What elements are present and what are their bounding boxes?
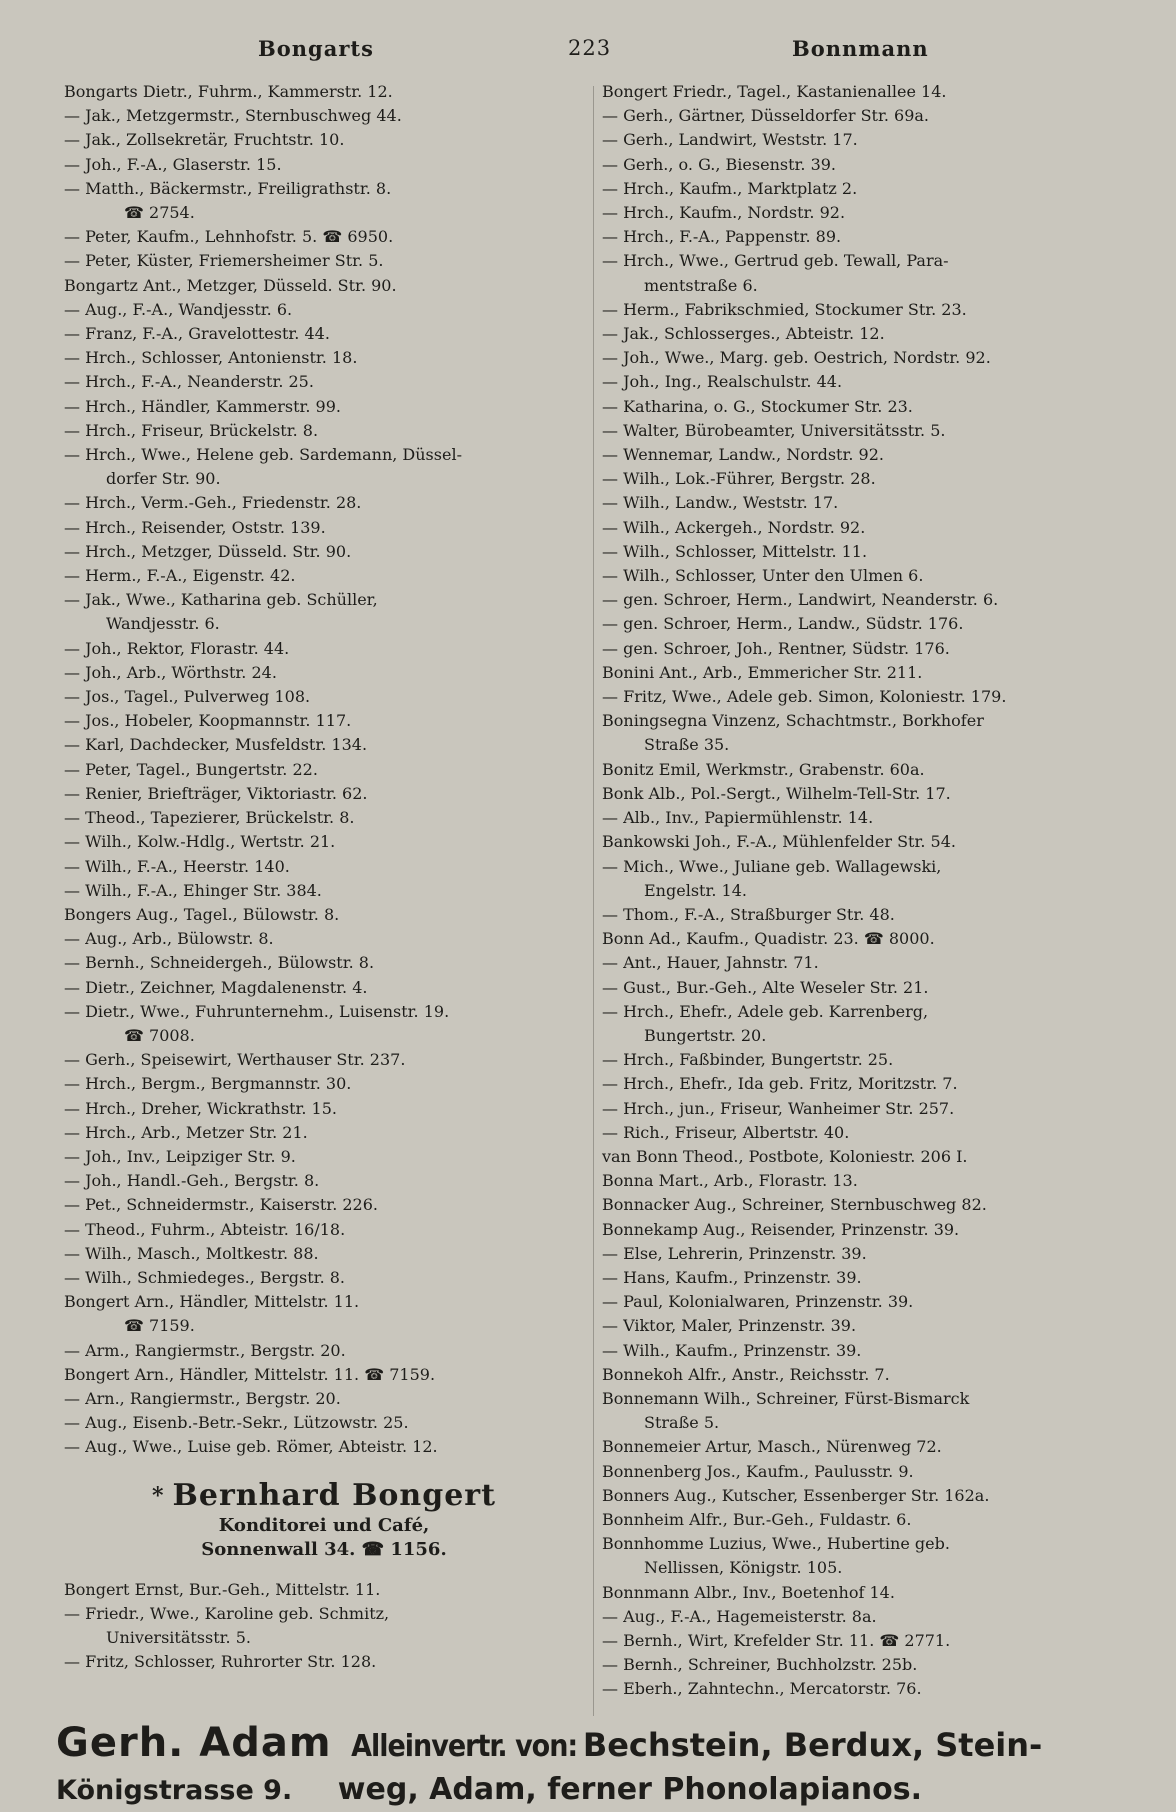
directory-entry — [602, 322, 1147, 346]
entry-line: — Alb., Inv., Papiermühlenstr. 14. — [602, 808, 874, 828]
entry-line: — Joh., F.-A., Glaserstr. 15. — [64, 154, 282, 174]
directory-entry — [602, 976, 1147, 1000]
directory-entry — [602, 346, 1147, 370]
entry-line: — Pet., Schneidermstr., Kaiserstr. 226. — [64, 1195, 378, 1215]
entry-line: Bongert Arn., Händler, Mittelstr. 11. ☎ 7159. — [64, 1364, 436, 1384]
entry-line: — Hrch., Bergm., Bergmannstr. 30. — [64, 1074, 352, 1094]
directory-entry — [64, 322, 584, 346]
directory-entry — [64, 225, 584, 249]
directory-entry — [602, 1266, 1147, 1290]
directory-entry — [602, 588, 1147, 612]
entry-line: — Wilh., Lok.-Führer, Bergstr. 28. — [602, 469, 876, 489]
entry-line: — Gerh., o. G., Biesenstr. 39. — [602, 154, 837, 174]
entry-continuation: Nellissen, Königstr. 105. — [644, 1558, 843, 1578]
entry-line: — Bernh., Schneidergeh., Bülowstr. 8. — [64, 953, 375, 973]
directory-entry — [602, 1145, 1147, 1169]
entry-line: Bonnemann Wilh., Schreiner, Fürst-Bismarck — [602, 1388, 970, 1408]
directory-entry — [602, 612, 1147, 636]
entry-line: Bonnenberg Jos., Kaufm., Paulusstr. 9. — [602, 1461, 914, 1481]
directory-entry — [602, 951, 1147, 975]
directory-entry — [602, 153, 1147, 177]
directory-entry — [64, 80, 584, 104]
entry-line: — Thom., F.-A., Straßburger Str. 48. — [602, 904, 895, 924]
entry-line: — Jak., Metzgermstr., Sternbuschweg 44. — [64, 106, 402, 126]
directory-entry — [64, 491, 584, 515]
entry-line: Bongers Aug., Tagel., Bülowstr. 8. — [64, 904, 340, 924]
footer-address: Königstrasse 9. — [56, 1775, 293, 1806]
directory-entry — [602, 1072, 1147, 1096]
entry-line: — Hrch., Friseur, Brückelstr. 8. — [64, 420, 319, 440]
entry-line: — Hrch., jun., Friseur, Wanheimer Str. 257. — [602, 1098, 955, 1118]
entry-continuation: ☎ 7008. — [124, 1025, 195, 1045]
left-column — [64, 80, 584, 1674]
entry-continuation: Straße 35. — [644, 735, 730, 755]
entry-line: Bonnekoh Alfr., Anstr., Reichsstr. 7. — [602, 1364, 890, 1384]
directory-entry — [602, 104, 1147, 128]
entry-line: — Hrch., Arb., Metzer Str. 21. — [64, 1122, 308, 1142]
entry-line: — Peter, Tagel., Bungertstr. 22. — [64, 759, 318, 779]
entry-line: — Dietr., Zeichner, Magdalenenstr. 4. — [64, 977, 368, 997]
footer-alleinvertr: Alleinvertr. von: — [351, 1729, 578, 1764]
directory-entry — [64, 830, 584, 854]
directory-entry — [64, 1578, 584, 1602]
directory-entry — [602, 1097, 1147, 1121]
directory-entry — [602, 1532, 1147, 1580]
entry-line: — Hrch., F.-A., Pappenstr. 89. — [602, 227, 842, 247]
right-column — [602, 80, 1147, 1702]
entry-line: — Hrch., Ehefr., Adele geb. Karrenberg, — [602, 1001, 929, 1021]
directory-entry — [64, 153, 584, 177]
directory-entry — [64, 1000, 584, 1048]
ad-star: * — [152, 1482, 165, 1509]
directory-entry — [64, 177, 584, 225]
directory-entry — [64, 927, 584, 951]
entry-line: — Hrch., Kaufm., Marktplatz 2. — [602, 178, 858, 198]
ad-line1: Konditorei und Café, — [218, 1514, 430, 1536]
directory-entry — [602, 1581, 1147, 1605]
directory-entry — [64, 443, 584, 491]
entry-line: — Matth., Bäckermstr., Freiligrathstr. 8. — [64, 178, 392, 198]
entry-line: Bonnheim Alfr., Bur.-Geh., Fuldastr. 6. — [602, 1509, 912, 1529]
entry-line: — Wilh., Masch., Moltkestr. 88. — [64, 1243, 319, 1263]
directory-entry — [64, 298, 584, 322]
directory-entry — [64, 1339, 584, 1363]
entry-line: — Renier, Briefträger, Viktoriastr. 62. — [64, 783, 368, 803]
directory-entry — [64, 1650, 584, 1674]
entry-line: Bonnhomme Luzius, Wwe., Hubertine geb. — [602, 1534, 950, 1554]
entry-line: — Wennemar, Landw., Nordstr. 92. — [602, 445, 884, 465]
directory-entry — [602, 1629, 1147, 1653]
entry-line: — Viktor, Maler, Prinzenstr. 39. — [602, 1316, 857, 1336]
directory-entry — [602, 927, 1147, 951]
entry-line: — Hrch., Händler, Kammerstr. 99. — [64, 396, 341, 416]
directory-entry — [602, 419, 1147, 443]
column-divider — [593, 86, 594, 1716]
directory-entry — [64, 903, 584, 927]
entry-line: — Fritz, Schlosser, Ruhrorter Str. 128. — [64, 1652, 377, 1672]
directory-entry — [602, 758, 1147, 782]
directory-entry — [602, 298, 1147, 322]
directory-entry — [64, 1363, 584, 1387]
directory-entry — [64, 782, 584, 806]
left-entries — [64, 80, 584, 1460]
entry-line: — Wilh., Ackergeh., Nordstr. 92. — [602, 517, 866, 537]
directory-entry — [602, 1605, 1147, 1629]
entry-line: van Bonn Theod., Postbote, Koloniestr. 206 I. — [602, 1146, 968, 1166]
ad-name: Bernhard Bongert — [172, 1477, 496, 1513]
entry-continuation: Straße 5. — [644, 1413, 720, 1433]
left-entries-after — [64, 1578, 584, 1675]
entry-line: — Joh., Handl.-Geh., Bergstr. 8. — [64, 1171, 320, 1191]
directory-entry — [64, 879, 584, 903]
directory-entry — [64, 395, 584, 419]
entry-line: — Fritz, Wwe., Adele geb. Simon, Koloniestr. 179. — [602, 687, 1007, 707]
directory-entry — [64, 1193, 584, 1217]
directory-entry — [64, 1072, 584, 1096]
directory-entry — [602, 1387, 1147, 1435]
entry-line: — Wilh., Kolw.-Hdlg., Wertstr. 21. — [64, 832, 336, 852]
entry-line: — Karl, Dachdecker, Musfeldstr. 134. — [64, 735, 368, 755]
entry-line: — Arm., Rangiermstr., Bergstr. 20. — [64, 1340, 346, 1360]
entry-line: — Hrch., Metzger, Düsseld. Str. 90. — [64, 541, 352, 561]
entry-line: — Wilh., Landw., Weststr. 17. — [602, 493, 839, 513]
page-header — [0, 36, 1176, 66]
entry-line: — Hrch., Kaufm., Nordstr. 92. — [602, 203, 846, 223]
entry-line: — Jos., Tagel., Pulverweg 108. — [64, 687, 311, 707]
entry-line: — Joh., Arb., Wörthstr. 24. — [64, 662, 277, 682]
entry-line: — Walter, Bürobeamter, Universitätsstr. 5. — [602, 420, 946, 440]
entry-line: — Aug., Arb., Bülowstr. 8. — [64, 929, 274, 949]
directory-entry — [64, 1097, 584, 1121]
directory-entry — [64, 758, 584, 782]
entry-line: — gen. Schroer, Herm., Landw., Südstr. 176. — [602, 614, 964, 634]
right-entries — [602, 80, 1147, 1702]
directory-entry — [64, 709, 584, 733]
entry-line: — Theod., Fuhrm., Abteistr. 16/18. — [64, 1219, 346, 1239]
entry-line: — Aug., Eisenb.-Betr.-Sekr., Lützowstr. 25. — [64, 1413, 409, 1433]
entry-line: — Bernh., Schreiner, Buchholzstr. 25b. — [602, 1655, 918, 1675]
entry-line: — Aug., F.-A., Wandjesstr. 6. — [64, 299, 293, 319]
directory-entry — [602, 1218, 1147, 1242]
directory-entry — [602, 516, 1147, 540]
entry-line: — Gerh., Speisewirt, Werthauser Str. 237. — [64, 1050, 406, 1070]
entry-line: — Hrch., Dreher, Wickrathstr. 15. — [64, 1098, 337, 1118]
directory-entry — [64, 1121, 584, 1145]
directory-entry — [64, 588, 584, 636]
entry-line: — Jak., Wwe., Katharina geb. Schüller, — [64, 590, 378, 610]
directory-entry — [64, 249, 584, 273]
entry-line: — Peter, Küster, Friemersheimer Str. 5. — [64, 251, 384, 271]
directory-entry — [602, 1121, 1147, 1145]
directory-entry — [602, 637, 1147, 661]
directory-entry — [64, 685, 584, 709]
entry-line: — Mich., Wwe., Juliane geb. Wallagewski, — [602, 856, 942, 876]
entry-line: — Peter, Kaufm., Lehnhofstr. 5. ☎ 6950. — [64, 227, 394, 247]
directory-entry — [602, 249, 1147, 297]
entry-line: — Hans, Kaufm., Prinzenstr. 39. — [602, 1267, 862, 1287]
directory-entry — [602, 782, 1147, 806]
directory-entry — [602, 1242, 1147, 1266]
entry-line: — gen. Schroer, Herm., Landwirt, Neanderstr. 6. — [602, 590, 999, 610]
directory-entry — [602, 177, 1147, 201]
directory-entry — [602, 443, 1147, 467]
entry-line: — Eberh., Zahntechn., Mercatorstr. 76. — [602, 1679, 922, 1699]
directory-entry — [602, 1460, 1147, 1484]
entry-line: Bongartz Ant., Metzger, Düsseld. Str. 90. — [64, 275, 397, 295]
directory-entry — [602, 201, 1147, 225]
directory-entry — [64, 1411, 584, 1435]
entry-line: Bongert Friedr., Tagel., Kastanienallee 14. — [602, 82, 947, 101]
directory-entry — [602, 1048, 1147, 1072]
entry-line: Bonk Alb., Pol.-Sergt., Wilhelm-Tell-Str. 17. — [602, 783, 951, 803]
entry-line: — Joh., Wwe., Marg. geb. Oestrich, Nordstr. 92. — [602, 348, 991, 368]
entry-line: — gen. Schroer, Joh., Rentner, Südstr. 176. — [602, 638, 950, 658]
entry-continuation: Wandjesstr. 6. — [106, 614, 220, 634]
entry-line: — Herm., F.-A., Eigenstr. 42. — [64, 566, 296, 586]
directory-entry — [64, 1387, 584, 1411]
entry-line: — Friedr., Wwe., Karoline geb. Schmitz, — [64, 1603, 390, 1623]
entry-line: Boningsegna Vinzenz, Schachtmstr., Borkhofer — [602, 711, 984, 731]
entry-line: — Gerh., Landwirt, Weststr. 17. — [602, 130, 858, 150]
directory-entry — [602, 806, 1147, 830]
directory-entry — [602, 830, 1147, 854]
entry-line: — Hrch., Wwe., Helene geb. Sardemann, Düssel- — [64, 445, 462, 465]
entry-line: — Bernh., Wirt, Krefelder Str. 11. ☎ 2771. — [602, 1631, 951, 1650]
directory-entry — [602, 1339, 1147, 1363]
entry-line: Bonitz Emil, Werkmstr., Grabenstr. 60a. — [602, 759, 925, 779]
entry-line: — Wilh., Schmiedeges., Bergstr. 8. — [64, 1267, 346, 1287]
footer-brands-cont: weg, Adam, ferner Phonolapianos. — [337, 1772, 923, 1807]
directory-entry — [602, 1363, 1147, 1387]
directory-entry — [64, 1266, 584, 1290]
entry-line: — Rich., Friseur, Albertstr. 40. — [602, 1122, 850, 1142]
directory-entry — [602, 1677, 1147, 1701]
directory-entry — [64, 976, 584, 1000]
directory-entry — [64, 128, 584, 152]
directory-entry — [602, 1193, 1147, 1217]
footer-advertisement — [56, 1720, 1136, 1808]
footer-brands: Bechstein, Berdux, Stein- — [582, 1726, 1043, 1764]
entry-continuation: mentstraße 6. — [644, 275, 758, 295]
entry-line: — Arn., Rangiermstr., Bergstr. 20. — [64, 1388, 341, 1408]
directory-entry — [64, 855, 584, 879]
directory-entry — [64, 1290, 584, 1338]
entry-line: Bonini Ant., Arb., Emmericher Str. 211. — [602, 662, 923, 682]
entry-line: — Herm., Fabrikschmied, Stockumer Str. 23. — [602, 299, 967, 319]
footer-company: Gerh. Adam — [56, 1720, 332, 1766]
directory-entry — [64, 419, 584, 443]
directory-entry — [602, 1653, 1147, 1677]
directory-entry — [64, 540, 584, 564]
header-left-keyword: Bongarts — [258, 36, 374, 61]
entry-line: Bonnacker Aug., Schreiner, Sternbuschweg 82. — [602, 1195, 987, 1215]
directory-entry — [64, 104, 584, 128]
entry-line: — Theod., Tapezierer, Brückelstr. 8. — [64, 808, 355, 828]
directory-entry — [602, 491, 1147, 515]
entry-line: — Aug., Wwe., Luise geb. Römer, Abteistr. 12. — [64, 1437, 438, 1457]
entry-line: — Joh., Inv., Leipziger Str. 9. — [64, 1146, 296, 1166]
directory-entry — [602, 80, 1147, 104]
directory-entry — [602, 1169, 1147, 1193]
directory-entry — [64, 1218, 584, 1242]
directory-entry — [64, 661, 584, 685]
directory-entry — [602, 370, 1147, 394]
entry-line: — Hrch., Faßbinder, Bungertstr. 25. — [602, 1050, 894, 1070]
entry-line: — Hrch., Schlosser, Antonienstr. 18. — [64, 348, 358, 368]
entry-line: — Katharina, o. G., Stockumer Str. 23. — [602, 396, 913, 416]
entry-line: — Jos., Hobeler, Koopmannstr. 117. — [64, 711, 352, 731]
ad-line2: Sonnenwall 34. ☎ 1156. — [201, 1538, 447, 1560]
directory-entry — [602, 225, 1147, 249]
entry-line: — Wilh., Schlosser, Unter den Ulmen 6. — [602, 566, 924, 586]
directory-entry — [64, 274, 584, 298]
entry-continuation: Engelstr. 14. — [644, 880, 747, 900]
entry-line: — Gust., Bur.-Geh., Alte Weseler Str. 21. — [602, 977, 929, 997]
entry-continuation: ☎ 7159. — [124, 1316, 195, 1336]
entry-line: — Hrch., F.-A., Neanderstr. 25. — [64, 372, 314, 392]
directory-entry — [602, 1484, 1147, 1508]
entry-line: Bonnemeier Artur, Masch., Nürenweg 72. — [602, 1437, 942, 1457]
directory-entry — [602, 1508, 1147, 1532]
directory-entry — [602, 709, 1147, 757]
entry-line: — Jak., Schlosserges., Abteistr. 12. — [602, 324, 885, 344]
directory-entry — [64, 1169, 584, 1193]
entry-line: — Hrch., Ehefr., Ida geb. Fritz, Moritzstr. 7. — [602, 1074, 958, 1094]
entry-line: — Hrch., Verm.-Geh., Friedenstr. 28. — [64, 493, 362, 513]
entry-line: — Wilh., Schlosser, Mittelstr. 11. — [602, 541, 868, 561]
directory-entry — [64, 1435, 584, 1459]
entry-line: Bongarts Dietr., Fuhrm., Kammerstr. 12. — [64, 82, 393, 101]
directory-entry — [602, 564, 1147, 588]
entry-line: — Wilh., Kaufm., Prinzenstr. 39. — [602, 1340, 862, 1360]
directory-entry — [602, 685, 1147, 709]
entry-line: Bongert Arn., Händler, Mittelstr. 11. — [64, 1292, 360, 1312]
entry-line: Bongert Ernst, Bur.-Geh., Mittelstr. 11. — [64, 1579, 381, 1599]
entry-line: — Joh., Ing., Realschulstr. 44. — [602, 372, 843, 392]
directory-entry — [64, 1602, 584, 1650]
page-number: 223 — [568, 36, 612, 60]
entry-line: — Else, Lehrerin, Prinzenstr. 39. — [602, 1243, 867, 1263]
entry-line: — Wilh., F.-A., Ehinger Str. 384. — [64, 880, 322, 900]
entry-line: — Aug., F.-A., Hagemeisterstr. 8a. — [602, 1606, 877, 1626]
entry-line: — Jak., Zollsekretär, Fruchtstr. 10. — [64, 130, 345, 150]
entry-line: Bonna Mart., Arb., Florastr. 13. — [602, 1171, 858, 1191]
directory-entry — [602, 903, 1147, 927]
directory-entry — [64, 733, 584, 757]
entry-continuation: Universitätsstr. 5. — [106, 1627, 251, 1647]
directory-entry — [64, 637, 584, 661]
directory-entry — [602, 128, 1147, 152]
entry-continuation: ☎ 2754. — [124, 203, 195, 223]
directory-entry — [602, 1290, 1147, 1314]
directory-entry — [64, 346, 584, 370]
entry-line: — Franz, F.-A., Gravelottestr. 44. — [64, 324, 330, 344]
directory-entry — [64, 564, 584, 588]
entry-continuation: dorfer Str. 90. — [106, 469, 221, 489]
directory-entry — [602, 661, 1147, 685]
directory-entry — [64, 806, 584, 830]
directory-entry — [602, 540, 1147, 564]
entry-line: — Ant., Hauer, Jahnstr. 71. — [602, 953, 819, 973]
entry-continuation: Bungertstr. 20. — [644, 1025, 767, 1045]
entry-line: Bonnekamp Aug., Reisender, Prinzenstr. 39. — [602, 1219, 960, 1239]
entry-line: — Wilh., F.-A., Heerstr. 140. — [64, 856, 290, 876]
entry-line: Bonnmann Albr., Inv., Boetenhof 14. — [602, 1582, 895, 1602]
directory-entry — [602, 1435, 1147, 1459]
entry-line: — Hrch., Wwe., Gertrud geb. Tewall, Para- — [602, 251, 949, 271]
directory-entry — [602, 1000, 1147, 1048]
directory-entry — [64, 370, 584, 394]
directory-entry — [64, 1048, 584, 1072]
bongert-advertisement — [64, 1478, 584, 1562]
entry-line: Bonn Ad., Kaufm., Quadistr. 23. ☎ 8000. — [602, 929, 935, 949]
directory-entry — [64, 1145, 584, 1169]
directory-entry — [602, 1314, 1147, 1338]
entry-line: — Joh., Rektor, Florastr. 44. — [64, 638, 290, 658]
directory-entry — [64, 516, 584, 540]
entry-line: Bankowski Joh., F.-A., Mühlenfelder Str. 54. — [602, 832, 956, 852]
directory-entry — [602, 395, 1147, 419]
entry-line: — Dietr., Wwe., Fuhrunternehm., Luisenstr. 19. — [64, 1001, 450, 1021]
header-right-keyword: Bonnmann — [792, 36, 929, 61]
entry-line: Bonners Aug., Kutscher, Essenberger Str. 162a. — [602, 1485, 990, 1505]
directory-entry — [602, 855, 1147, 903]
entry-line: — Gerh., Gärtner, Düsseldorfer Str. 69a. — [602, 106, 930, 126]
entry-line: — Paul, Kolonialwaren, Prinzenstr. 39. — [602, 1292, 914, 1312]
directory-entry — [64, 1242, 584, 1266]
entry-line: — Hrch., Reisender, Oststr. 139. — [64, 517, 326, 537]
directory-entry — [602, 467, 1147, 491]
directory-entry — [64, 951, 584, 975]
